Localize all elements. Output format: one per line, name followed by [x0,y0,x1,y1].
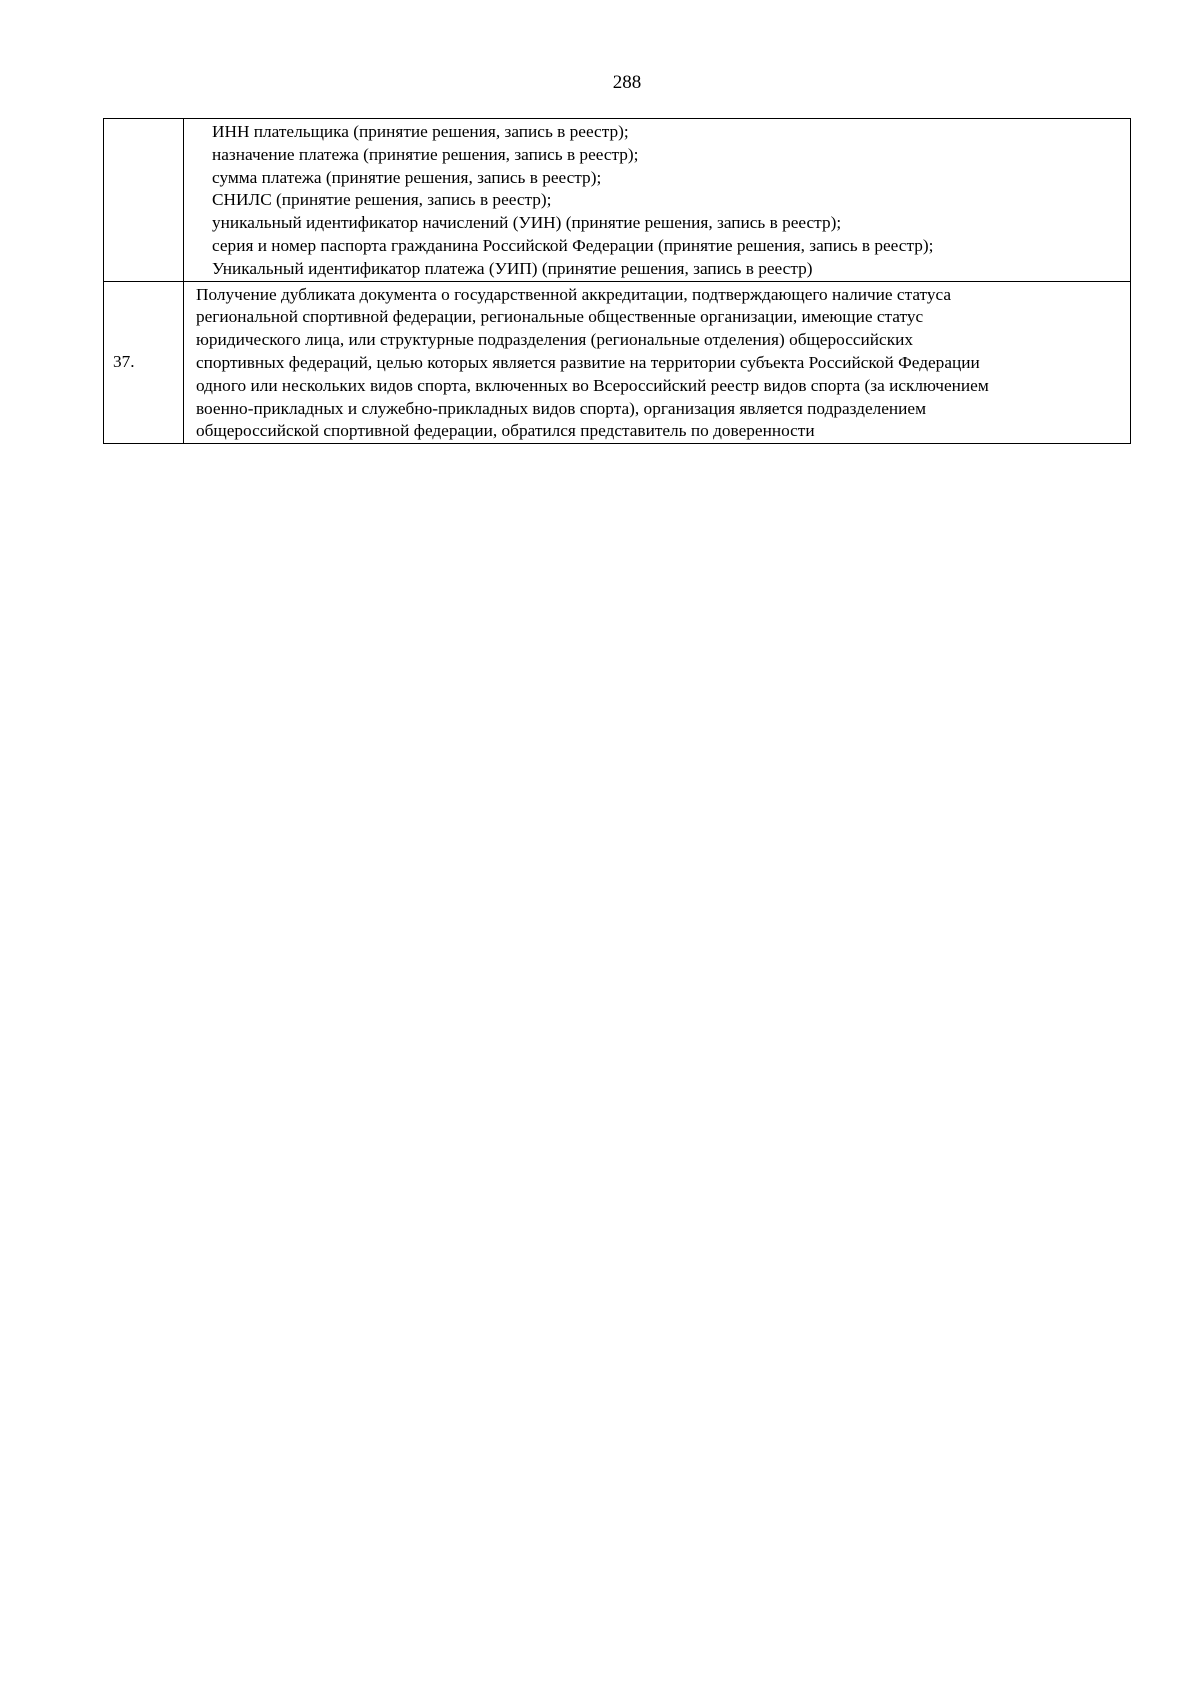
page-number: 288 [612,72,642,93]
row-number-cell: 37. [104,281,184,444]
paragraph-line: спортивных федераций, целью которых является развитие на территории субъекта Российской Федерации [196,352,980,372]
row-content-cell [184,281,1131,444]
list-item: серия и номер паспорта гражданина Российской Федерации (принятие решения, запись в реестр); [212,235,934,255]
list-item: СНИЛС (принятие решения, запись в реестр); [212,190,552,210]
paragraph-line: одного или нескольких видов спорта, включенных во Всероссийский реестр видов спорта (за исключением [196,375,989,395]
paragraph-line: региональной спортивной федерации, региональные общественные организации, имеющие статус [196,307,924,327]
row-number-cell [104,119,184,282]
row-content-cell [184,119,1131,282]
paragraph-line: юридического лица, или структурные подразделения (региональные отделения) общероссийских [196,330,913,350]
paragraph-line: общероссийской спортивной федерации, обратился представитель по доверенности [196,421,815,441]
requirements-table [103,118,1131,444]
table-row [104,119,1131,282]
list-item: Уникальный идентификатор платежа (УИП) (принятие решения, запись в реестр) [212,258,813,278]
table-row [104,281,1131,444]
list-item: назначение платежа (принятие решения, запись в реестр); [212,144,639,164]
paragraph-line: военно-прикладных и служебно-прикладных видов спорта), организация является подразделением [196,398,927,418]
list-item: уникальный идентификатор начислений (УИН) (принятие решения, запись в реестр); [212,213,842,233]
list-item: сумма платежа (принятие решения, запись в реестр); [212,167,602,187]
paragraph-line: Получение дубликата документа о государственной аккредитации, подтверждающего наличие статуса [196,284,952,304]
list-item: ИНН плательщика (принятие решения, запись в реестр); [212,122,629,141]
